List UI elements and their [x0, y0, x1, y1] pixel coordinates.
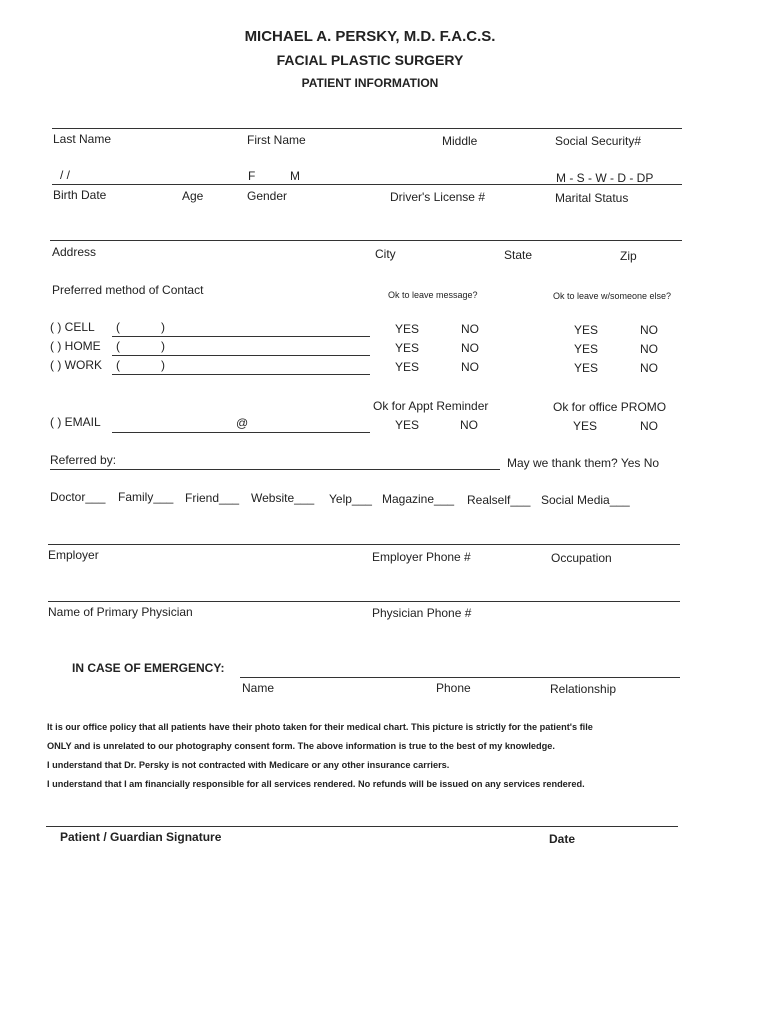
paren-open: (: [116, 320, 120, 334]
referred-by-line[interactable]: [50, 469, 500, 470]
ok-someone-label: Ok to leave w/someone else?: [553, 291, 672, 301]
policy-text-1: It is our office policy that all patients have their photo taken for their medical chart. This picture is strictly for the patient's file: [47, 722, 593, 732]
ok-promo-label: Ok for office PROMO: [553, 400, 667, 414]
email-at-sign: @: [236, 416, 249, 430]
home-msg-yes[interactable]: YES: [395, 341, 420, 355]
physician-line[interactable]: [48, 601, 680, 602]
home-msg-no[interactable]: NO: [461, 341, 479, 355]
signature-line[interactable]: [46, 826, 678, 827]
referral-realself[interactable]: Realself___: [467, 493, 531, 507]
email-checkbox[interactable]: ( ) EMAIL: [50, 415, 101, 429]
ssn-label: Social Security#: [555, 134, 642, 148]
cell-msg-no[interactable]: NO: [461, 322, 479, 336]
referral-yelp[interactable]: Yelp___: [329, 492, 372, 506]
age-label: Age: [182, 189, 204, 203]
referred-by-label: Referred by:: [50, 453, 117, 467]
cell-msg-yes[interactable]: YES: [395, 322, 420, 336]
cell-phone-line[interactable]: [112, 336, 370, 337]
work-phone-line[interactable]: [112, 374, 370, 375]
physician-phone-label: Physician Phone #: [372, 606, 472, 620]
emergency-relationship-label: Relationship: [550, 682, 617, 696]
cell-checkbox[interactable]: ( ) CELL: [50, 320, 95, 334]
emergency-phone-label: Phone: [436, 681, 471, 695]
referral-magazine[interactable]: Magazine___: [382, 492, 455, 506]
home-checkbox[interactable]: ( ) HOME: [50, 339, 101, 353]
ok-appt-label: Ok for Appt Reminder: [373, 399, 489, 413]
home-else-no[interactable]: NO: [640, 342, 658, 356]
thank-them-options[interactable]: May we thank them? Yes No: [507, 456, 660, 470]
appt-yes[interactable]: YES: [395, 418, 420, 432]
zip-label: Zip: [620, 249, 637, 263]
city-label: City: [375, 247, 396, 261]
drivers-license-label: Driver's License #: [390, 190, 485, 204]
address-line[interactable]: [50, 240, 682, 241]
work-else-no[interactable]: NO: [640, 361, 658, 375]
occupation-label: Occupation: [551, 551, 612, 565]
primary-physician-label: Name of Primary Physician: [48, 605, 193, 619]
paren-close: ): [161, 339, 165, 353]
referral-website[interactable]: Website___: [251, 491, 315, 505]
marital-options[interactable]: M - S - W - D - DP: [556, 171, 654, 185]
home-else-yes[interactable]: YES: [574, 342, 599, 356]
form-title: PATIENT INFORMATION: [301, 76, 439, 90]
policy-text-3: I understand that Dr. Persky is not contracted with Medicare or any other insurance carriers.: [47, 760, 450, 770]
paren-close: ): [161, 320, 165, 334]
work-msg-no[interactable]: NO: [461, 360, 479, 374]
email-line[interactable]: [112, 432, 370, 433]
appt-no[interactable]: NO: [460, 418, 478, 432]
employer-label: Employer: [48, 548, 99, 562]
emergency-line[interactable]: [240, 677, 680, 678]
birth-date-value: / /: [60, 168, 71, 182]
home-phone-line[interactable]: [112, 355, 370, 356]
last-name-label: Last Name: [53, 132, 112, 146]
middle-label: Middle: [442, 134, 478, 148]
promo-yes[interactable]: YES: [573, 419, 598, 433]
state-label: State: [504, 248, 533, 262]
marital-status-label: Marital Status: [555, 191, 629, 205]
referral-doctor[interactable]: Doctor___: [50, 490, 106, 504]
work-msg-yes[interactable]: YES: [395, 360, 420, 374]
first-name-label: First Name: [247, 133, 306, 147]
paren-close: ): [161, 358, 165, 372]
referral-family[interactable]: Family___: [118, 490, 174, 504]
preferred-contact-label: Preferred method of Contact: [52, 283, 204, 297]
emergency-name-label: Name: [242, 681, 275, 695]
birth-date-label: Birth Date: [53, 188, 107, 202]
cell-else-no[interactable]: NO: [640, 323, 658, 337]
gender-option-f[interactable]: F: [248, 169, 256, 183]
cell-else-yes[interactable]: YES: [574, 323, 599, 337]
policy-text-2: ONLY and is unrelated to our photography consent form. The above information is true to the best of my knowledge.: [47, 741, 555, 751]
signature-date-label: Date: [549, 832, 576, 846]
work-else-yes[interactable]: YES: [574, 361, 599, 375]
referral-social-media[interactable]: Social Media___: [541, 493, 630, 507]
promo-no[interactable]: NO: [640, 419, 658, 433]
paren-open: (: [116, 358, 120, 372]
ok-message-label: Ok to leave message?: [388, 290, 478, 300]
gender-option-m[interactable]: M: [290, 169, 300, 183]
signature-label: Patient / Guardian Signature: [60, 830, 222, 844]
gender-label: Gender: [247, 189, 288, 203]
referral-friend[interactable]: Friend___: [185, 491, 240, 505]
policy-text-4: I understand that I am financially responsible for all services rendered. No refunds will be issued on any services rendered.: [47, 779, 585, 789]
name-line[interactable]: [52, 128, 682, 129]
address-label: Address: [52, 245, 97, 259]
work-checkbox[interactable]: ( ) WORK: [50, 358, 102, 372]
practice-name: MICHAEL A. PERSKY, M.D. F.A.C.S.: [244, 28, 496, 45]
emergency-title: IN CASE OF EMERGENCY:: [72, 661, 225, 675]
practice-specialty: FACIAL PLASTIC SURGERY: [276, 52, 464, 68]
employer-line[interactable]: [48, 544, 680, 545]
employer-phone-label: Employer Phone #: [372, 550, 471, 564]
birth-line[interactable]: [52, 184, 682, 185]
paren-open: (: [116, 339, 120, 353]
